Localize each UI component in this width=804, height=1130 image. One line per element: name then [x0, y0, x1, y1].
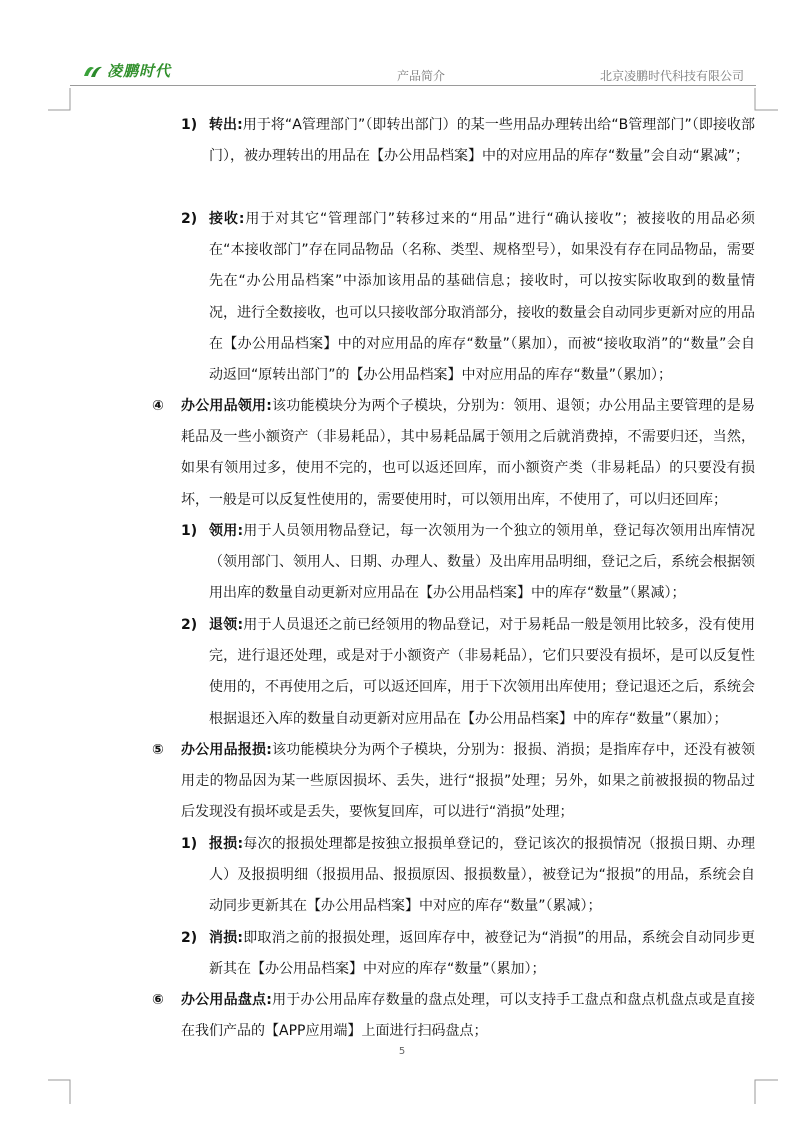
item-text: 该功能模块分为两个子模块，分别为：领用、退领；办公用品主要管理的是易耗品及一些小额资产（非易耗品），其中易耗品属于领用之后就消费掉，不需要归还，当然，如果有领用过多，使用不完的，也可以返还回库，而小额资产类（非易耗品）的只要没有损坏，一般是可以反复性使用的，需要使用时，可以领用出库，不使用了，可以归还回库；	[181, 398, 755, 508]
list-item	[209, 516, 755, 610]
item-text: 用于办公用品库存数量的盘点处理，可以支持手工盘点和盘点机盘点或是直接在我们产品的【APP应用端】上面进行扫码盘点；	[181, 992, 755, 1040]
list-marker: ④	[152, 398, 164, 414]
list-item	[209, 923, 755, 985]
item-title: 退领:	[209, 617, 244, 633]
company-logo	[82, 60, 171, 81]
page-number: 5	[398, 1046, 406, 1057]
list-item	[181, 735, 755, 829]
header-divider	[70, 85, 756, 86]
item-title: 领用:	[209, 523, 244, 539]
list-marker: 2)	[181, 211, 198, 227]
list-marker: 2)	[181, 930, 198, 946]
header-company: 北京凌鹏时代科技有限公司	[599, 69, 744, 83]
list-item	[209, 610, 755, 735]
item-title: 接收:	[209, 211, 245, 227]
item-text: 即取消之前的报损处理，返回库存中，被登记为“消损”的用品，系统会自动同步更新其在【办公用品档案】中对应的库存“数量”（累加）；	[209, 930, 755, 978]
item-text: 每次的报损处理都是按独立报损单登记的，登记该次的报损情况（报损日期、办理人）及报损明细（报损用品、报损原因、报损数量），被登记为“报损”的用品，系统会自动同步更新其在【办公用品档案】中对应的库存“数量”（累减）；	[209, 836, 755, 915]
list-marker: ⑥	[152, 992, 164, 1008]
list-marker: ⑤	[152, 742, 164, 758]
list-marker: 2)	[181, 617, 198, 633]
list-marker: 1)	[181, 836, 198, 852]
item-title: 办公用品领用:	[181, 398, 272, 414]
item-text: 用于对其它“管理部门”转移过来的“用品”进行“确认接收”；被接收的用品必须在“本接收部门”存在同品物品（名称、类型、规格型号），如果没有存在同品物品，需要先在“办公用品档案”中添加该用品的基础信息；接收时，可以按实际收取到的数量情况，进行全数接收，也可以只接收部分取消部分，接收的数量会自动同步更新对应的用品在【办公用品档案】中的对应用品的库存“数量”（累加），而被“接收取消”的“数量”会自动返回“原转出部门”的【办公用品档案】中对应用品的库存“数量”（累加）；	[209, 211, 755, 384]
item-title: 消损:	[209, 930, 244, 946]
item-title: 办公用品盘点:	[181, 992, 272, 1008]
item-text: 用于将“A管理部门”（即转出部门）的某一些用品办理转出给“B管理部门”（即接收部门），被办理转出的用品在【办公用品档案】中的对应用品的库存“数量”会自动“累减”；	[209, 117, 755, 165]
item-title: 转出:	[209, 117, 243, 133]
logo-text: 凌鹏时代	[107, 62, 172, 80]
list-item	[209, 829, 755, 923]
item-title: 办公用品报损:	[181, 742, 272, 758]
item-text: 用于人员领用物品登记，每一次领用为一个独立的领用单，登记每次领用出库情况（领用部门、领用人、日期、办理人、数量）及出库用品明细，登记之后，系统会根据领用出库的数量自动更新对应用品在【办公用品档案】中的库存“数量”（累减）；	[209, 523, 755, 602]
list-marker: 1)	[181, 117, 198, 133]
list-marker: 1)	[181, 523, 198, 539]
logo-leaf-icon	[82, 62, 104, 80]
list-item	[181, 391, 755, 516]
item-text: 用于人员退还之前已经领用的物品登记，对于易耗品一般是领用比较多，没有使用完，进行退还处理，或是对于小额资产（非易耗品），它们只要没有损坏，是可以反复性使用的，不再使用之后，可以返还回库，用于下次领用出库使用；登记退还之后，系统会根据退还入库的数量自动更新对应用品在【办公用品档案】中的库存“数量”（累加）；	[209, 617, 755, 727]
list-item	[209, 110, 755, 172]
item-title: 报损:	[209, 836, 244, 852]
header-title: 产品简介	[397, 69, 446, 83]
list-item	[181, 985, 755, 1047]
item-text: 该功能模块分为两个子模块，分别为：报损、消损；是指库存中，还没有被领用走的物品因为某一些原因损坏、丢失，进行“报损”处理；另外，如果之前被报损的物品过后发现没有损坏或是丢失，要恢复回库，可以进行“消损”处理；	[181, 742, 755, 821]
list-item	[209, 204, 755, 391]
